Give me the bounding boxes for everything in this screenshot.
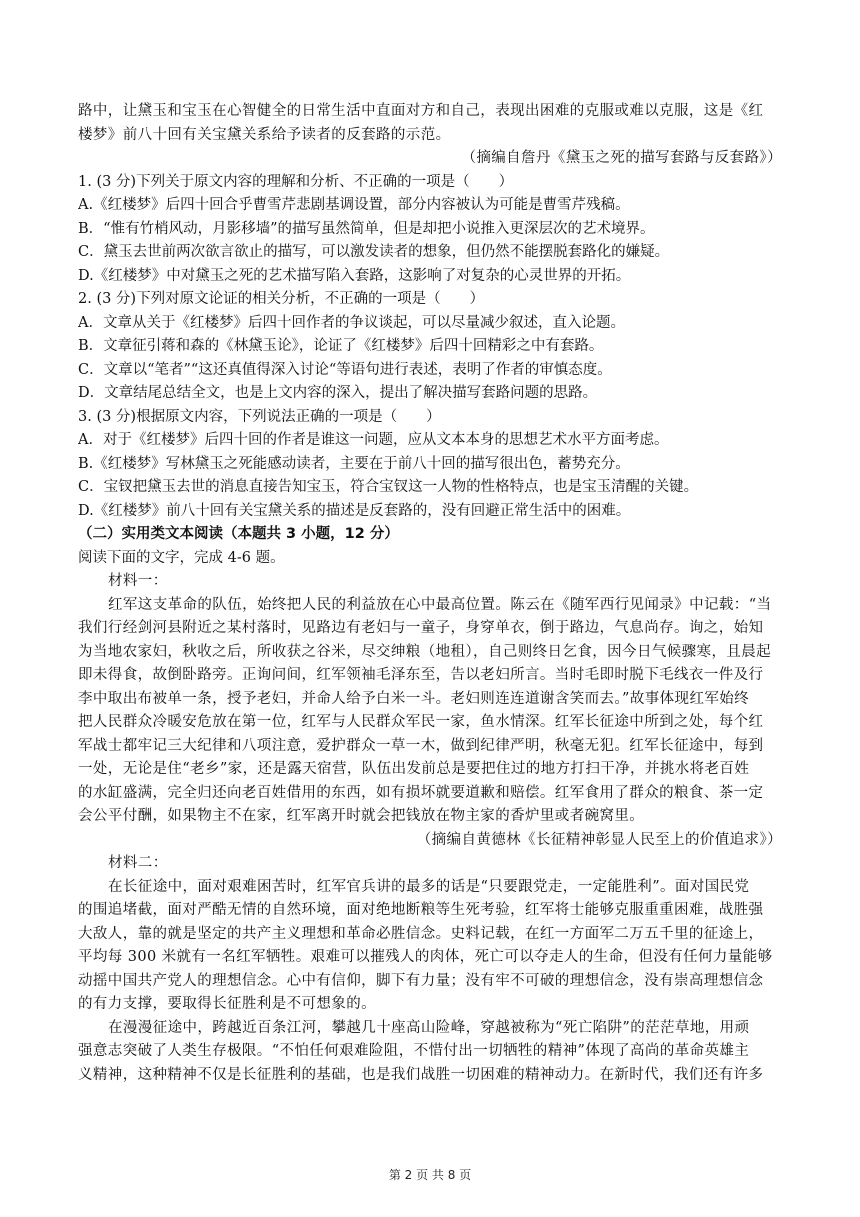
question-option: B．文章征引蒋和森的《林黛玉论》，论证了《红楼梦》后四十回精彩之中有套路。 xyxy=(78,338,604,354)
instruction-text: 阅读下面的文字，完成 4-6 题。 xyxy=(78,549,285,566)
paragraph-line: 大敌人，靠的就是坚定的共产主义理想和革命必胜信念。史料记载，在红一方面军二万五千里的征途上， xyxy=(78,925,764,942)
page-number-footer: 第 2 页 共 8 页 xyxy=(388,1168,472,1182)
paragraph-line: 义精神，这种精神不仅是长征胜利的基础，也是我们战胜一切困难的精神动力。在新时代，我们还有许多 xyxy=(78,1066,764,1083)
paragraph-line: 军战士都牢记三大纪律和八项注意，爱护群众一草一木，做到纪律严明，秋毫无犯。红军长征途中，每到 xyxy=(78,737,764,754)
paragraph-line: 动摇中国共产党人的理想信念。心中有信仰，脚下有力量；没有牢不可破的理想信念，没有崇高理想信念 xyxy=(78,972,764,989)
question-option: A．对于《红楼梦》后四十回的作者是谁这一问题，应从文本本身的思想艺术水平方面考虑。 xyxy=(78,432,669,448)
material-2-label: 材料二： xyxy=(108,855,168,871)
question-stem: 2. (3 分)下列对原文论证的相关分析，不正确的一项是（ ） xyxy=(78,291,485,307)
question-option: A．文章从关于《红楼梦》后四十回作者的争议谈起，可以尽量减少叙述，直入论题。 xyxy=(78,314,625,331)
paragraph-line: 强意志突破了人类生存极限。“不怕任何艰难险阻，不惜付出一切牺牲的精神”体现了高尚的革命英雄主 xyxy=(78,1043,750,1059)
question-option: D．文章结尾总结全文，也是上文内容的深入，提出了解决描写套路问题的思路。 xyxy=(78,385,598,401)
question-option: D.《红楼梦》中对黛玉之死的艺术描写陷入套路，这影响了对复杂的心灵世界的开拓。 xyxy=(78,267,631,284)
question-option: D.《红楼梦》前八十回有关宝黛关系的描述是反套路的，没有回避正常生活中的困难。 xyxy=(78,502,631,519)
question-stem: 1. (3 分)下列关于原文内容的理解和分析、不正确的一项是（ ） xyxy=(78,173,514,190)
intro-line-2: 楼梦》前八十回有关宝黛关系给予读者的反套路的示范。 xyxy=(78,126,451,143)
question-option: C．黛玉去世前两次欲言欲止的描写，可以激发读者的想象，但仍然不能摆脱套路化的嫌疑。 xyxy=(78,244,670,260)
material-1-body xyxy=(78,594,782,829)
question-option: B.《红楼梦》写林黛玉之死能感动读者，主要在于前八十回的描写很出色，蓄势充分。 xyxy=(78,455,630,472)
source-citation-2: （摘编自黄德林《长征精神彰显人民至上的价值追求》） xyxy=(416,831,782,848)
paragraph-line: 即未得食，故倒卧路旁。正询问间，红军领袖毛泽东至，告以老妇所言。当时毛即时脱下毛线衣一件及行 xyxy=(78,667,764,683)
paragraph-line: 会公平付酬，如果物主不在家，红军离开时就会把钱放在物主家的香炉里或者碗窝里。 xyxy=(78,808,645,824)
paragraph-line: 李中取出布被单一条，授予老妇，并命人给予白米一斗。老妇则连连道谢含笑而去。”故事体现红军始终 xyxy=(78,690,750,707)
paragraph-line: 在漫漫征途中，跨越近百条江河，攀越几十座高山险峰，穿越被称为“死亡陷阱”的茫茫草地，用顽 xyxy=(108,1019,750,1036)
question-option: C．宝钗把黛玉去世的消息直接告知宝玉，符合宝钗这一人物的性格特点，也是宝玉清醒的关键。 xyxy=(78,479,699,495)
material-2-body xyxy=(78,876,782,1088)
question-option: B．“惟有竹梢风动，月影移墙”的描写虽然简单，但是却把小说推入更深层次的艺术境界。 xyxy=(78,220,655,237)
question-stem: 3. (3 分)根据原文内容，下列说法正确的一项是（ ） xyxy=(78,408,441,425)
intro-line-1: 路中，让黛玉和宝玉在心智健全的日常生活中直面对方和自己，表现出困难的克服或难以克服，这是《红 xyxy=(78,103,764,119)
section-heading: （二）实用类文本阅读（本题共 3 小题，12 分） xyxy=(78,526,399,542)
paragraph-line: 平均每 300 米就有一名红军牺牲。艰难可以摧残人的肉体，死亡可以夺走人的生命，但没有任何力量能够 xyxy=(78,949,773,965)
question-2 xyxy=(78,288,782,406)
question-1 xyxy=(78,171,782,289)
paragraph-line: 的有力支撑，要取得长征胜利是不可想象的。 xyxy=(78,996,376,1012)
paragraph-line: 在长征途中，面对艰难困苦时，红军官兵讲的最多的话是“只要跟党走，一定能胜利”。面对国民党 xyxy=(108,878,750,895)
question-option: A.《红楼梦》后四十回合乎曹雪芹悲剧基调设置，部分内容被认为可能是曹雪芹残稿。 xyxy=(78,197,630,213)
paragraph-line: 我们行经剑河县附近之某村落时，见路边有老妇与一童子，身穿单衣，倒于路边，气息尚存。询之，始知 xyxy=(78,620,764,636)
paragraph-line: 的围追堵截，面对严酷无情的自然环境，面对绝地断粮等生死考验，红军将士能够克服重重困难，战胜强 xyxy=(78,902,764,918)
document-page xyxy=(78,100,782,1087)
paragraph-line: 的水缸盛满，完全归还向老百姓借用的东西，如有损坏就要道歉和赔偿。红军食用了群众的粮食、茶一定 xyxy=(78,784,764,801)
source-citation-1: （摘编自詹丹《黛玉之死的描写套路与反套路》） xyxy=(461,150,782,166)
paragraph-line: 红军这支革命的队伍，始终把人民的利益放在心中最高位置。陈云在《随军西行见闻录》中记载：“当 xyxy=(108,596,772,613)
question-3 xyxy=(78,406,782,524)
paragraph-line: 为当地农家妇，秋收之后，所收获之谷米，尽交绅粮（地租），自己则终日乞食，因今日气候骤寒，且晨起 xyxy=(78,643,772,660)
paragraph-line: 一处，无论是住“老乡”家，还是露天宿营，队伍出发前总是要把住过的地方打扫干净，并挑水将老百姓 xyxy=(78,761,750,777)
paragraph-line: 把人民群众冷暖安危放在第一位，红军与人民群众军民一家，鱼水情深。红军长征途中所到之处，每个红 xyxy=(78,714,764,730)
material-1-label: 材料一： xyxy=(108,573,168,589)
question-option: C．文章以“笔者”“这还真值得深入讨论“等语句进行表述，表明了作者的审慎态度。 xyxy=(78,361,612,378)
